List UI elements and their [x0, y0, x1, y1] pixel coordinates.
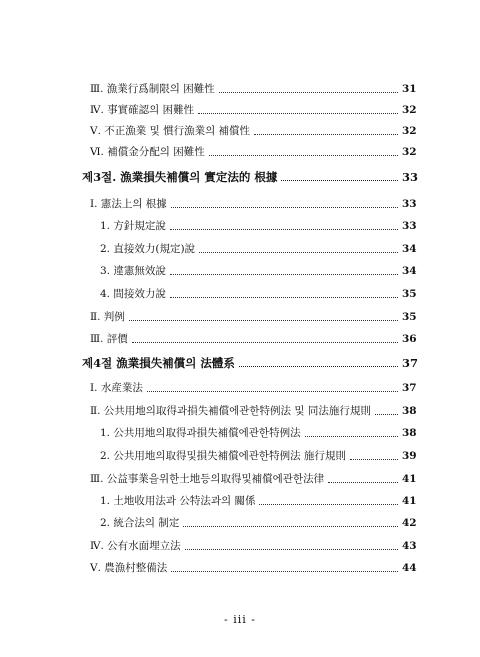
toc-entry-title: Ⅲ. 評價 [90, 333, 128, 345]
dot-leader [199, 252, 398, 253]
toc-entry-title: Ⅱ. 判例 [90, 311, 125, 323]
toc-entry[interactable] [90, 472, 417, 486]
toc-entry[interactable] [100, 449, 417, 463]
toc-entry[interactable] [90, 124, 417, 138]
toc-entry-page: 41 [402, 495, 417, 507]
toc-entry-title: 1. 土地收用法과 公特法과의 關係 [100, 495, 256, 507]
toc-entry-page: 33 [402, 198, 417, 210]
toc-entry[interactable] [90, 381, 417, 395]
dot-leader [171, 207, 398, 208]
dot-leader [239, 366, 398, 367]
toc-entry-page: 38 [402, 405, 417, 417]
toc-entry-title: Ⅰ. 水産業法 [90, 382, 143, 394]
dot-leader [170, 229, 398, 230]
dot-leader [209, 155, 398, 156]
toc-entry-page: 31 [402, 83, 417, 95]
toc-entry-page: 39 [402, 450, 417, 462]
toc-entry[interactable] [82, 356, 419, 370]
toc-entry-page: 32 [402, 146, 417, 158]
toc-entry-page: 33 [402, 220, 417, 232]
toc-entry-title: Ⅳ. 事實確認의 困難性 [90, 104, 195, 116]
dot-leader [171, 571, 398, 572]
toc-entry[interactable] [90, 310, 417, 324]
toc-entry-title: 제4절 漁業損失補償의 法體系 [82, 356, 235, 370]
toc-entry[interactable] [100, 219, 417, 233]
toc-entry-title: Ⅳ. 公有水面埋立法 [90, 540, 181, 552]
dot-leader [219, 92, 398, 93]
toc-entry-page: 32 [402, 125, 417, 137]
toc-entry-page: 35 [402, 288, 417, 300]
toc-entry-page: 32 [402, 104, 417, 116]
toc-entry-title: 2. 直接效力(規定)說 [100, 243, 196, 255]
toc-entry-title: Ⅰ. 憲法上의 根據 [90, 198, 167, 210]
page-number: - iii - [224, 613, 256, 626]
toc-entry[interactable] [90, 197, 417, 211]
toc-entry-title: Ⅴ. 不正漁業 및 慣行漁業의 補償性 [90, 125, 251, 137]
toc-entry-page: 38 [402, 427, 417, 439]
dot-leader [350, 459, 398, 460]
toc-entry-title: 2. 統合法의 制定 [100, 517, 180, 529]
dot-leader [185, 549, 398, 550]
toc-entry-title: 1. 方針規定說 [100, 220, 166, 232]
dot-leader [170, 297, 398, 298]
toc-entry-page: 36 [402, 333, 417, 345]
dot-leader [254, 134, 398, 135]
toc-entry-title: Ⅴ. 農漁村整備法 [90, 562, 168, 574]
toc-entry-page: 34 [402, 243, 417, 255]
toc-entry-title: Ⅲ. 漁業行爲制限의 困難性 [90, 83, 215, 95]
dot-leader [129, 320, 398, 321]
toc-entry-title: Ⅱ. 公共用地의取得과損失補償에관한特例法 및 同法施行規則 [90, 405, 371, 417]
toc-entry-title: 1. 公共用地의取得과損失補償에관한特例法 [100, 427, 301, 439]
toc-entry-page: 37 [402, 382, 417, 394]
toc-entry-title: 2. 公共用地의取得및損失補償에관한特例法 施行規則 [100, 450, 346, 462]
dot-leader [328, 482, 398, 483]
toc-entry[interactable] [90, 145, 417, 159]
toc-entry[interactable] [90, 332, 417, 346]
toc-entry-page: 42 [402, 517, 417, 529]
toc-entry[interactable] [82, 170, 419, 184]
dot-leader [170, 274, 398, 275]
dot-leader [183, 526, 398, 527]
toc-entry[interactable] [90, 404, 417, 418]
toc-entry-page: 43 [402, 540, 417, 552]
toc-entry[interactable] [90, 539, 417, 553]
toc-entry[interactable] [100, 242, 417, 256]
toc-entry[interactable] [100, 287, 417, 301]
dot-leader [198, 113, 398, 114]
dot-leader [147, 391, 398, 392]
toc-entry-page: 44 [402, 562, 417, 574]
toc-entry-title: Ⅲ. 公益事業을위한土地등의取得및補償에관한法律 [90, 473, 325, 485]
dot-leader [281, 180, 398, 181]
toc-entry[interactable] [100, 426, 417, 440]
toc-entry-page: 33 [402, 170, 419, 184]
toc-entry-page: 37 [402, 356, 419, 370]
toc-entry-title: 3. 違憲無效說 [100, 265, 166, 277]
toc-entry[interactable] [100, 494, 417, 508]
dot-leader [259, 504, 398, 505]
toc-entry[interactable] [90, 561, 417, 575]
toc-entry-page: 34 [402, 265, 417, 277]
toc-entry-title: 제3절. 漁業損失補償의 實定法的 根據 [82, 170, 278, 184]
dot-leader [132, 342, 398, 343]
toc-entry[interactable] [100, 264, 417, 278]
toc-entry[interactable] [90, 82, 417, 96]
dot-leader [375, 414, 398, 415]
toc-entry-page: 35 [402, 311, 417, 323]
toc-entry-title: 4. 間接效力說 [100, 288, 166, 300]
toc-entry-page: 41 [402, 473, 417, 485]
toc-entry-title: Ⅵ. 補償金分配의 困難性 [90, 146, 205, 158]
toc-entry[interactable] [90, 103, 417, 117]
toc-entry[interactable] [100, 516, 417, 530]
dot-leader [305, 436, 398, 437]
